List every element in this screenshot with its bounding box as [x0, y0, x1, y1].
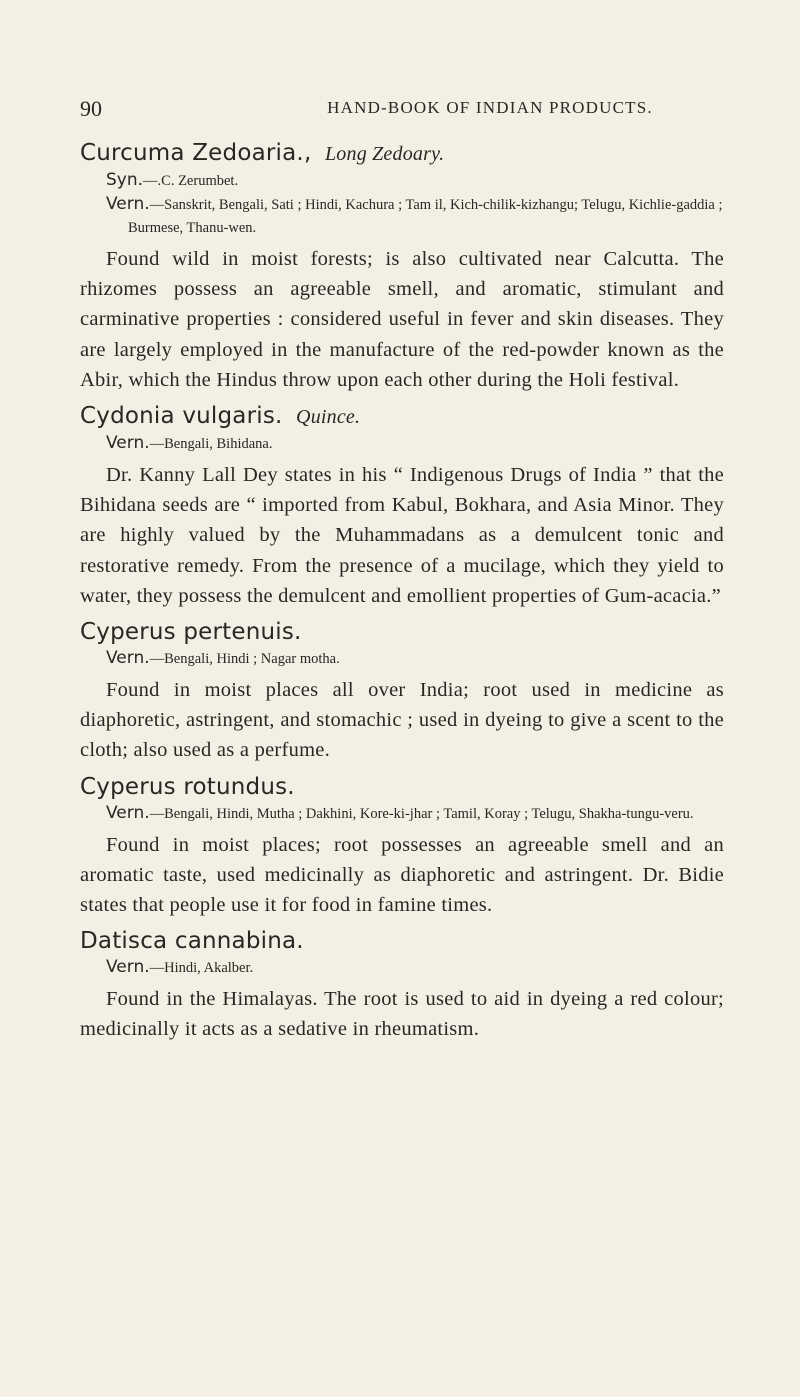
vernacular-text: —Sanskrit, Bengali, Sati ; Hindi, Kachura ; Tam il, Kich-chilik-kizhangu; Telugu, Kichlie-gaddia ; Burmese, Thanu-wen. [128, 197, 723, 236]
species-name: Cyperus rotundus. [80, 773, 295, 800]
entry-heading [80, 772, 724, 802]
entry-description: Found wild in moist forests; is also cultivated near Calcutta. The rhizomes possess an agreeable smell, and aromatic, stimulant and carminative properties : considered useful in fever and skin diseases. They are largely employed in the manufacture of the red-powder known as the Abir, which the Hindus throw upon each other during the Holi festival. [80, 248, 724, 391]
vernacular-line [106, 432, 724, 456]
syn-label: Syn. [106, 170, 144, 190]
vern-label: Vern. [106, 194, 150, 214]
running-title: HAND-BOOK OF INDIAN PRODUCTS. [327, 98, 653, 117]
vern-label: Vern. [106, 957, 150, 978]
vernacular-line [106, 956, 724, 980]
common-name: Quince. [296, 406, 361, 429]
entry-heading [80, 617, 724, 647]
common-name: Long Zedoary. [324, 143, 445, 165]
species-name: Cydonia vulgaris. [80, 403, 283, 430]
page-body [80, 138, 724, 1051]
entry-description: Found in the Himalayas. The root is used to aid in dyeing a red colour; medicinally it acts as a sedative in rheumatism. [80, 988, 724, 1041]
species-name: Curcuma Zedoaria., [80, 140, 312, 166]
synonym-line [106, 169, 724, 193]
entry-heading [80, 926, 724, 956]
synonym-text: —.C. Zerumbet. [143, 173, 239, 189]
vernacular-line [106, 647, 724, 671]
vern-label: Vern. [106, 648, 150, 669]
vernacular-text: —Bengali, Hindi, Mutha ; Dakhini, Kore-ki-jhar ; Tamil, Koray ; Telugu, Shakha-tungu-veru. [149, 805, 694, 822]
entry-heading [80, 138, 724, 169]
entry-heading [80, 401, 724, 432]
vernacular-line [106, 193, 724, 240]
species-name: Datisca cannabina. [80, 928, 304, 955]
vern-label: Vern. [106, 802, 150, 823]
vern-label: Vern. [106, 433, 150, 454]
vernacular-text: —Bengali, Hindi ; Nagar motha. [149, 651, 340, 668]
vernacular-text: —Hindi, Akalber. [149, 960, 254, 977]
entry-description: Dr. Kanny Lall Dey states in his “ Indigenous Drugs of India ” that the Bihidana seeds are “ imported from Kabul, Bokhara, and Asia Minor. They are highly valued by the Muhammadans as a demulcent tonic and restorative remedy. From the presence of a mucilage, which they yield to water, they possess the demulcent and emollient properties of Gum-acacia.” [80, 464, 724, 607]
species-name: Cyperus pertenuis. [80, 619, 302, 646]
page-number: 90 [80, 96, 102, 121]
entry-description: Found in moist places; root possesses an agreeable smell and an aromatic taste, used medicinally as diaphoretic and astringent. Dr. Bidie states that people use it for food in famine times. [80, 833, 724, 917]
vernacular-text: —Bengali, Bihidana. [149, 436, 273, 453]
vernacular-line [106, 802, 724, 826]
entry-description: Found in moist places all over India; root used in medicine as diaphoretic, astringent, and stomachic ; used in dyeing to give a scent to the cloth; also used as a perfume. [80, 679, 724, 762]
page-header [80, 96, 720, 122]
